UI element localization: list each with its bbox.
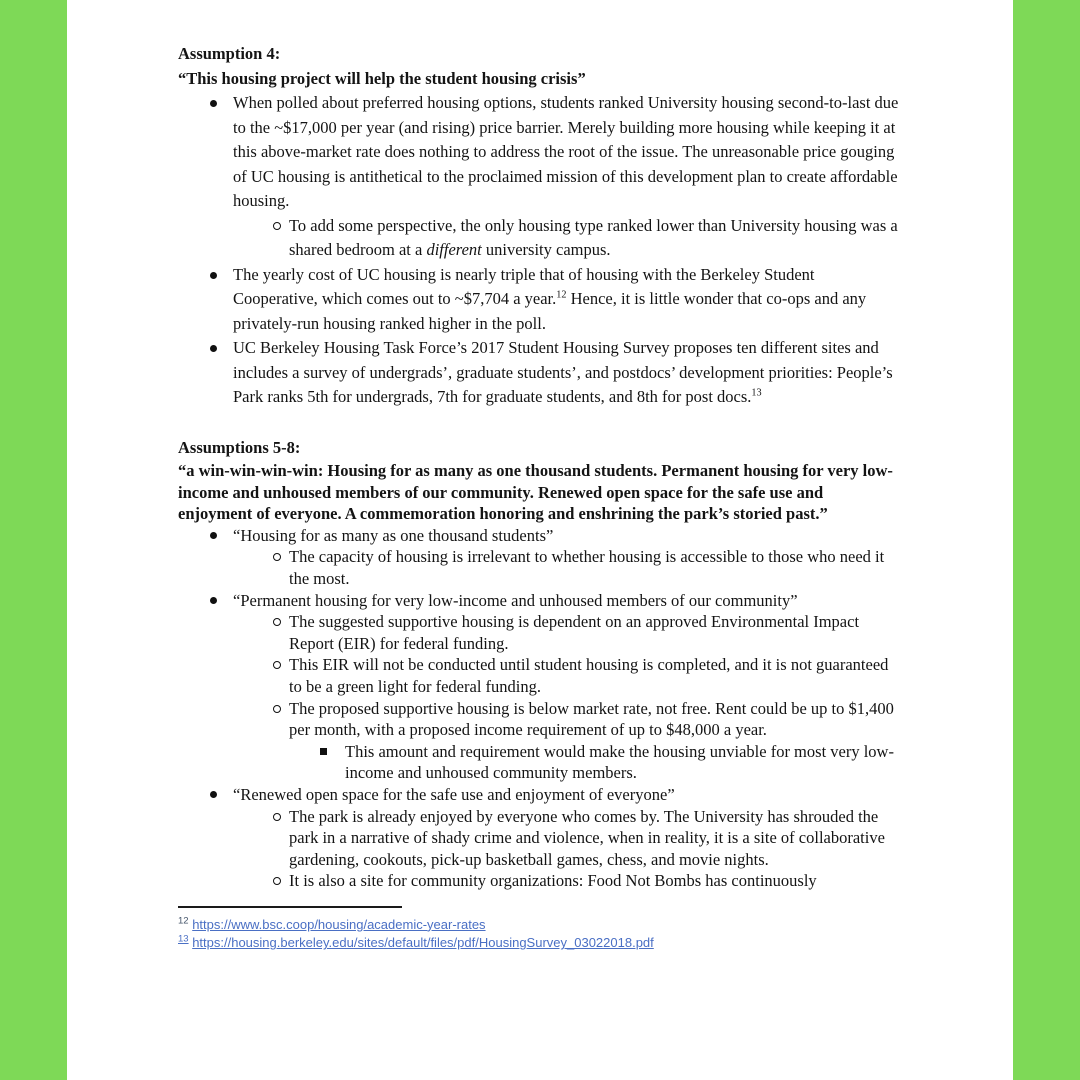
sub-list-item (178, 870, 900, 892)
document-page (67, 0, 1013, 1080)
list-item-text: “Renewed open space for the safe use and enjoyment of everyone” (233, 784, 675, 804)
bullet-circle-icon (273, 705, 281, 713)
text-run: The yearly cost of UC housing is nearly triple that of housing with the Berkeley Student Cooperative, which comes out to ~$7,704 a year. (233, 264, 815, 308)
list-item-text: When polled about preferred housing options, students ranked University housing second-to-last due to the ~$17,000 per year (and rising) price barrier. Merely building more housing while keeping it at this above-market rate does nothing to address the root of the issue. The unreasonable price gouging of UC housing is antithetical to the proclaimed mission of this development plan to create affordable housing. (233, 93, 899, 210)
italic-text-run: different (426, 240, 482, 259)
list-item (178, 336, 900, 410)
text-run: Hence, it is little wonder that co-ops and any privately-run housing ranked higher in the poll. (233, 289, 867, 333)
bullet-square-icon (320, 748, 327, 755)
sub-list-item-text: The capacity of housing is irrelevant to whether housing is accessible to those who need it the most. (289, 547, 885, 588)
footnote-13-link[interactable]: https://housing.berkeley.edu/sites/default/files/pdf/HousingSurvey_03022018.pdf (192, 935, 654, 951)
right-green-border (1013, 0, 1080, 1080)
list-item (178, 590, 900, 612)
document-body (67, 0, 1013, 892)
bullet-dot-icon (210, 791, 217, 798)
bullet-circle-icon (273, 813, 281, 821)
sub-list-item (178, 806, 900, 871)
left-green-border (0, 0, 67, 1080)
sub-list-item-text: It is also a site for community organizations: Food Not Bombs has continuously (289, 871, 817, 891)
footnote-divider (178, 906, 402, 908)
bullet-circle-icon (273, 877, 281, 885)
bullet-circle-icon (273, 661, 281, 669)
sub-list-item (178, 611, 900, 654)
sub-list-item-text: The proposed supportive housing is below market rate, not free. Rent could be up to $1,400 per month, with a proposed income requirement of up to $48,000 a year. (289, 698, 894, 740)
assumption4-quote: “This housing project will help the student housing crisis” (178, 68, 586, 88)
sub-list-item (178, 214, 900, 263)
footnote-12-marker: 12 (178, 915, 189, 927)
bullet-circle-icon (273, 618, 281, 626)
footnote-12-link[interactable]: https://www.bsc.coop/housing/academic-year-rates (192, 916, 486, 932)
bullet-circle-icon (273, 553, 281, 561)
sub-sub-list-item-text: This amount and requirement would make the housing unviable for most very low-income and unhoused community members. (345, 741, 894, 783)
footnote-12 (178, 916, 900, 935)
list-item-text: “Housing for as many as one thousand students” (233, 525, 554, 545)
bullet-circle-icon (273, 222, 281, 230)
sub-list-item (178, 654, 900, 697)
list-item-text: “Permanent housing for very low-income and unhoused members of our community” (233, 590, 798, 610)
list-item (178, 263, 900, 337)
sub-list-item (178, 546, 900, 589)
footnotes-section (67, 892, 1013, 953)
text-run: university campus. (481, 240, 611, 259)
bullet-dot-icon (210, 100, 217, 107)
assumption4-heading: Assumption 4: (178, 44, 281, 63)
list-item (178, 525, 900, 547)
footnote-13 (178, 934, 900, 953)
sub-list-item-text: The park is already enjoyed by everyone who comes by. The University has shrouded the park in a narrative of shady crime and violence, when in reality, it is a site of collaborative gardening, cookouts, pick-up basketball games, chess, and movie nights. (289, 806, 885, 869)
list-item (178, 784, 900, 806)
bullet-dot-icon (210, 272, 217, 279)
bullet-dot-icon (210, 532, 217, 539)
text-run: UC Berkeley Housing Task Force’s 2017 Student Housing Survey proposes ten different sites and includes a survey of undergrads’, graduate students’, and postdocs’ development priorities: People’s Park ranks 5th for undergrads, 7th for graduate students, and 8th for post docs. (233, 338, 893, 406)
list-item-text (233, 263, 900, 337)
list-item-text (233, 336, 900, 410)
footnote-ref-13: 13 (751, 387, 762, 399)
list-item (178, 91, 900, 214)
bullet-dot-icon (210, 345, 217, 352)
footnote-ref-12: 12 (556, 289, 567, 301)
sub-list-item-text: This EIR will not be conducted until student housing is completed, and it is not guaranteed to be a green light for federal funding. (289, 655, 889, 696)
sub-list-item-text (289, 214, 900, 263)
footnote-13-marker: 13 (178, 934, 189, 946)
sub-list-item (178, 698, 900, 741)
assumptions5-8-quote: “a win-win-win-win: Housing for as many as one thousand students. Permanent housing for very low-income and unhoused members of our community. Renewed open space for the safe use and enjoyment of everyone. A commemoration honoring and enshrining the park’s storied past.” (178, 461, 893, 524)
text-run: To add some perspective, the only housing type ranked lower than University housing was a shared bedroom at a (289, 215, 898, 259)
sub-sub-list-item (178, 741, 900, 784)
bullet-dot-icon (210, 597, 217, 604)
assumptions5-8-heading: Assumptions 5-8: (178, 437, 301, 457)
sub-list-item-text: The suggested supportive housing is dependent on an approved Environmental Impact Report (EIR) for federal funding. (289, 612, 860, 653)
